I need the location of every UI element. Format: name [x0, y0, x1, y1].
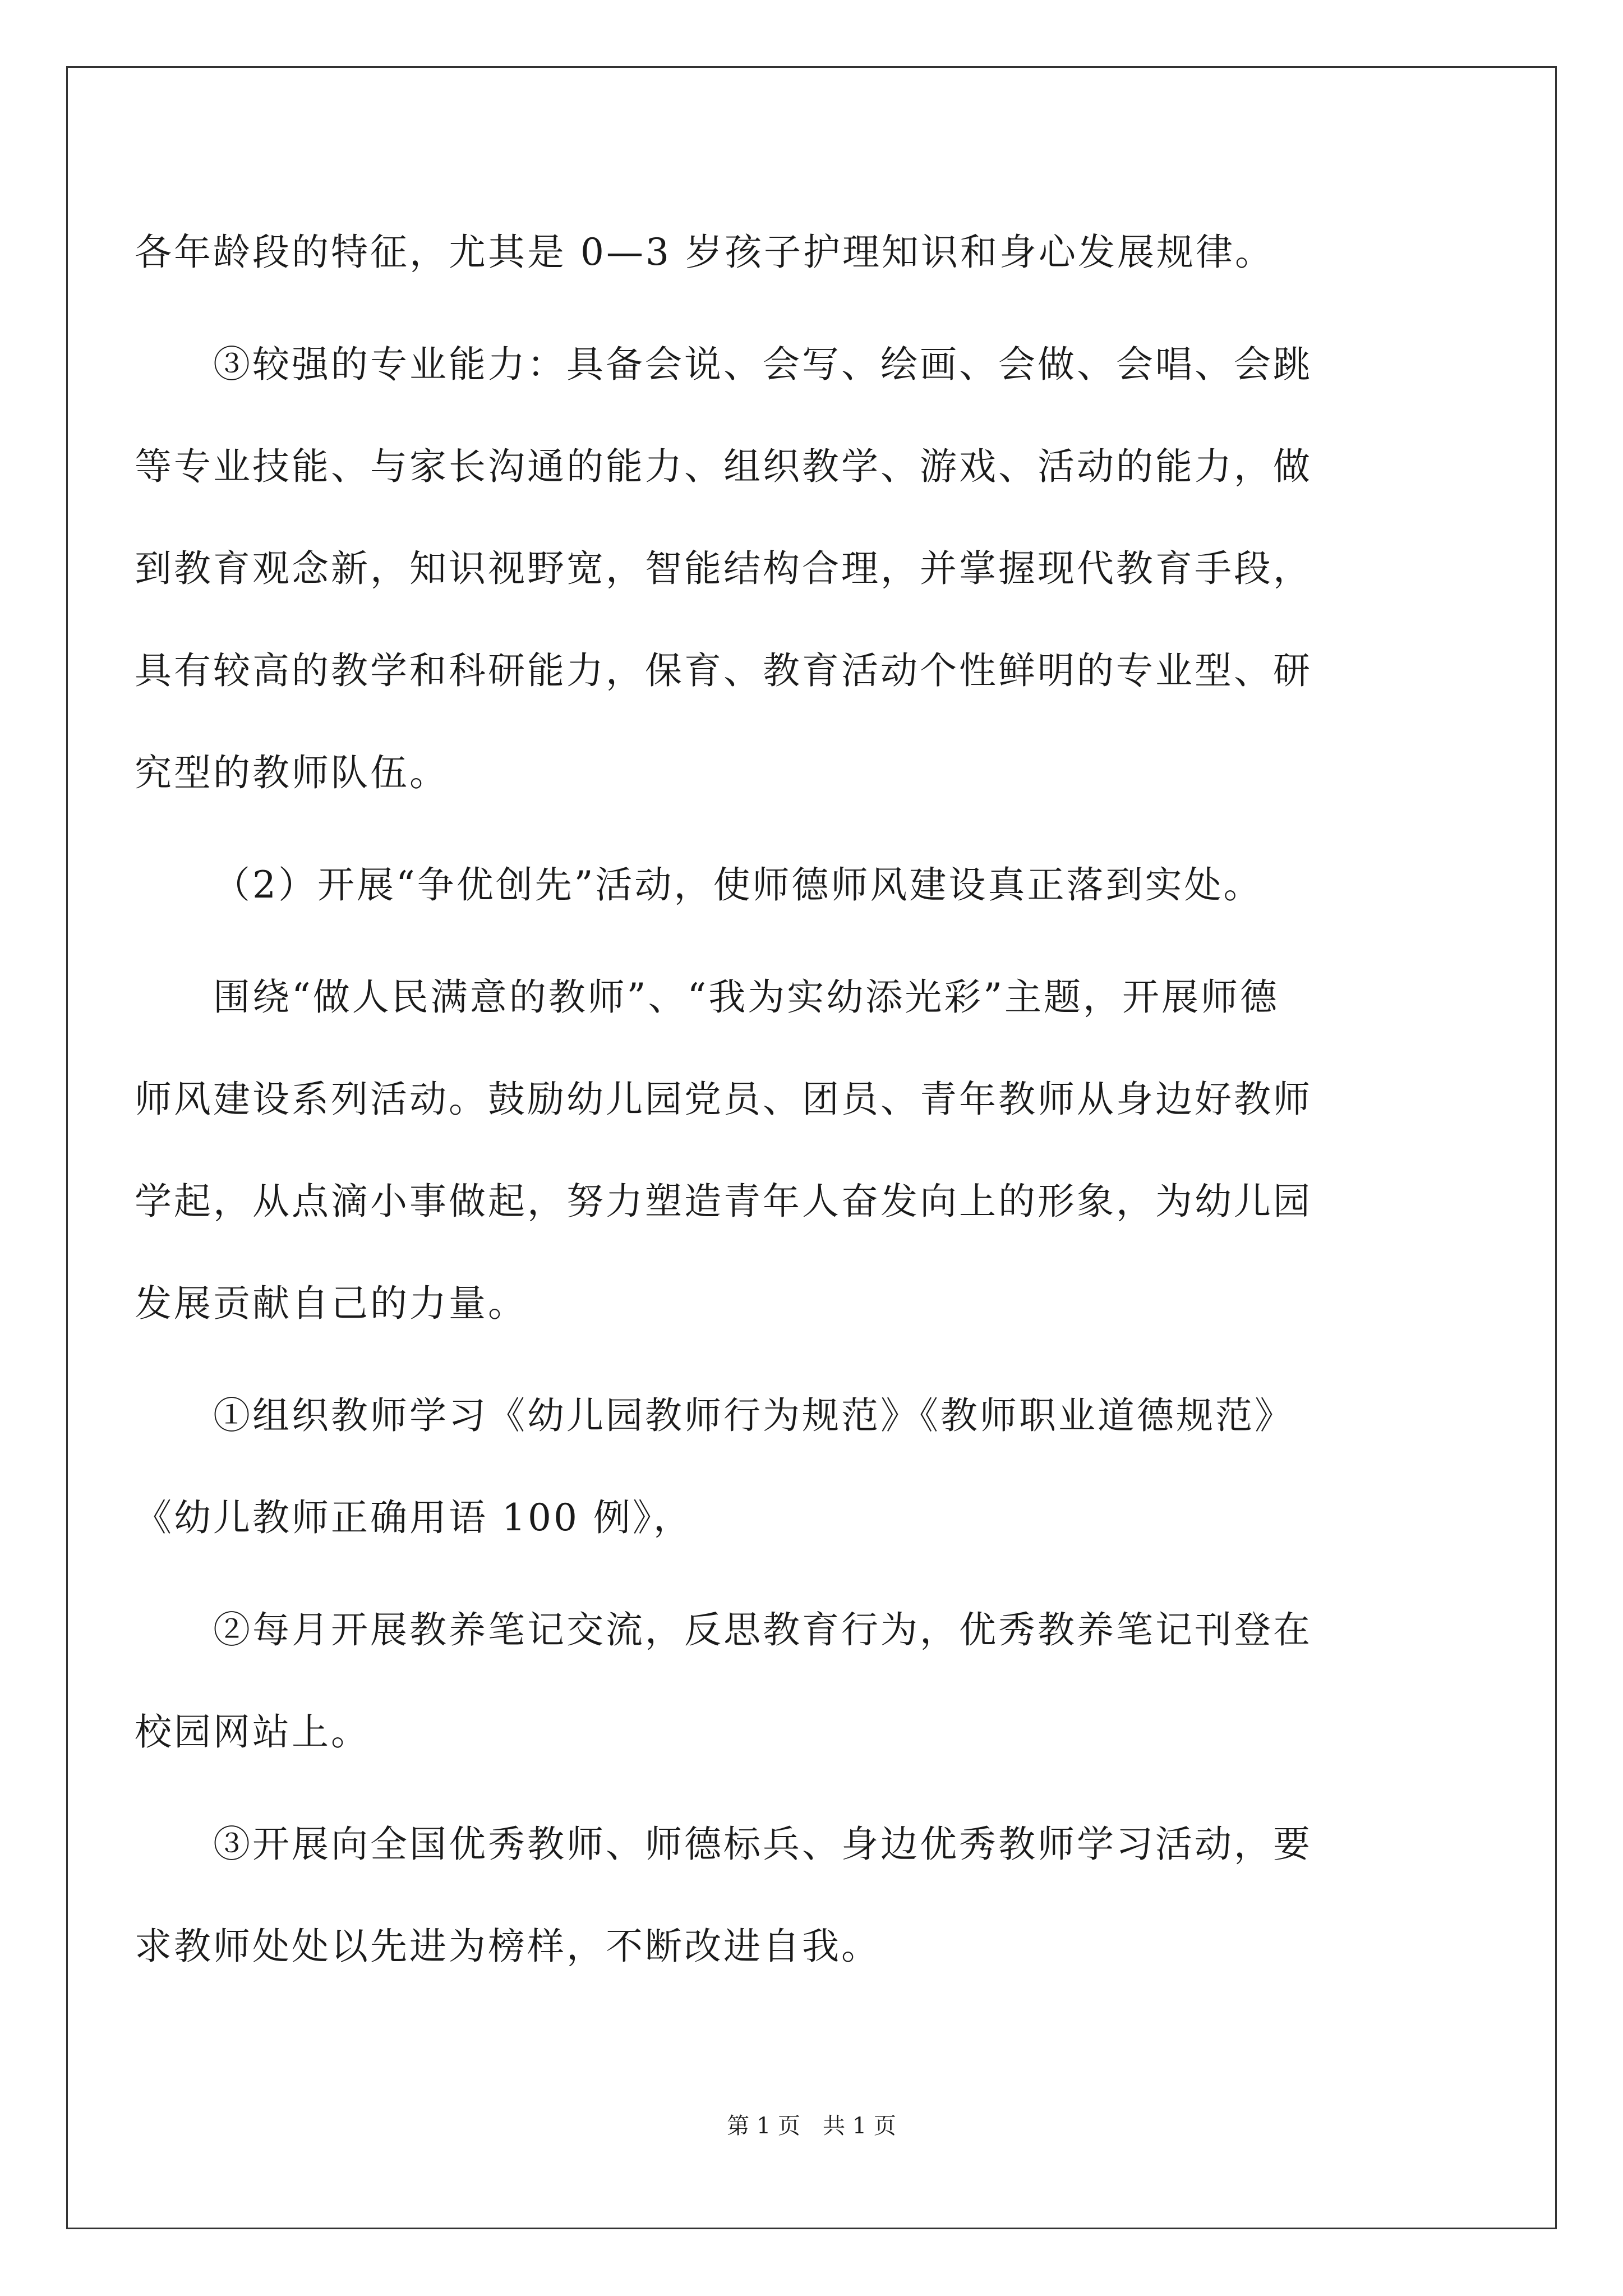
text-line: 究型的教师队伍。 — [135, 751, 449, 794]
text-line: 发展贡献自己的力量。 — [135, 1282, 527, 1325]
page-border — [66, 66, 1557, 2229]
text-line: 等专业技能、与家长沟通的能力、组织教学、游戏、活动的能力，做 — [135, 445, 1312, 488]
text-line: （2）开展“争优创先”活动，使师德师风建设真正落到实处。 — [213, 863, 1263, 907]
text-line: ②每月开展教养笔记交流，反思教育行为，优秀教养笔记刊登在 — [213, 1608, 1312, 1651]
text-line: 到教育观念新，知识视野宽，智能结构合理，并掌握现代教育手段， — [135, 547, 1312, 590]
text-line: ③开展向全国优秀教师、师德标兵、身边优秀教师学习活动，要 — [213, 1823, 1312, 1866]
text-line: 求教师处处以先进为榜样，不断改进自我。 — [135, 1925, 880, 1968]
text-line: 师风建设系列活动。鼓励幼儿园党员、团员、青年教师从身边好教师 — [135, 1078, 1312, 1121]
page-number: 第 1 页 共 1 页 — [727, 2113, 896, 2139]
text-line: 围绕“做人民满意的教师”、“我为实幼添光彩”主题，开展师德 — [213, 976, 1279, 1019]
text-line: ①组织教师学习《幼儿园教师行为规范》《教师职业道德规范》 — [213, 1394, 1294, 1437]
text-line: 学起，从点滴小事做起，努力塑造青年人奋发向上的形象，为幼儿园 — [135, 1180, 1312, 1223]
text-line: 《幼儿教师正确用语 100 例》， — [135, 1496, 693, 1539]
text-line: 具有较高的教学和科研能力，保育、教育活动个性鲜明的专业型、研 — [135, 649, 1312, 692]
text-line: 各年龄段的特征，尤其是 0—3 岁孩子护理知识和身心发展规律。 — [135, 231, 1274, 274]
text-line: ③较强的专业能力：具备会说、会写、绘画、会做、会唱、会跳 — [213, 343, 1312, 386]
text-line: 校园网站上。 — [135, 1710, 370, 1754]
